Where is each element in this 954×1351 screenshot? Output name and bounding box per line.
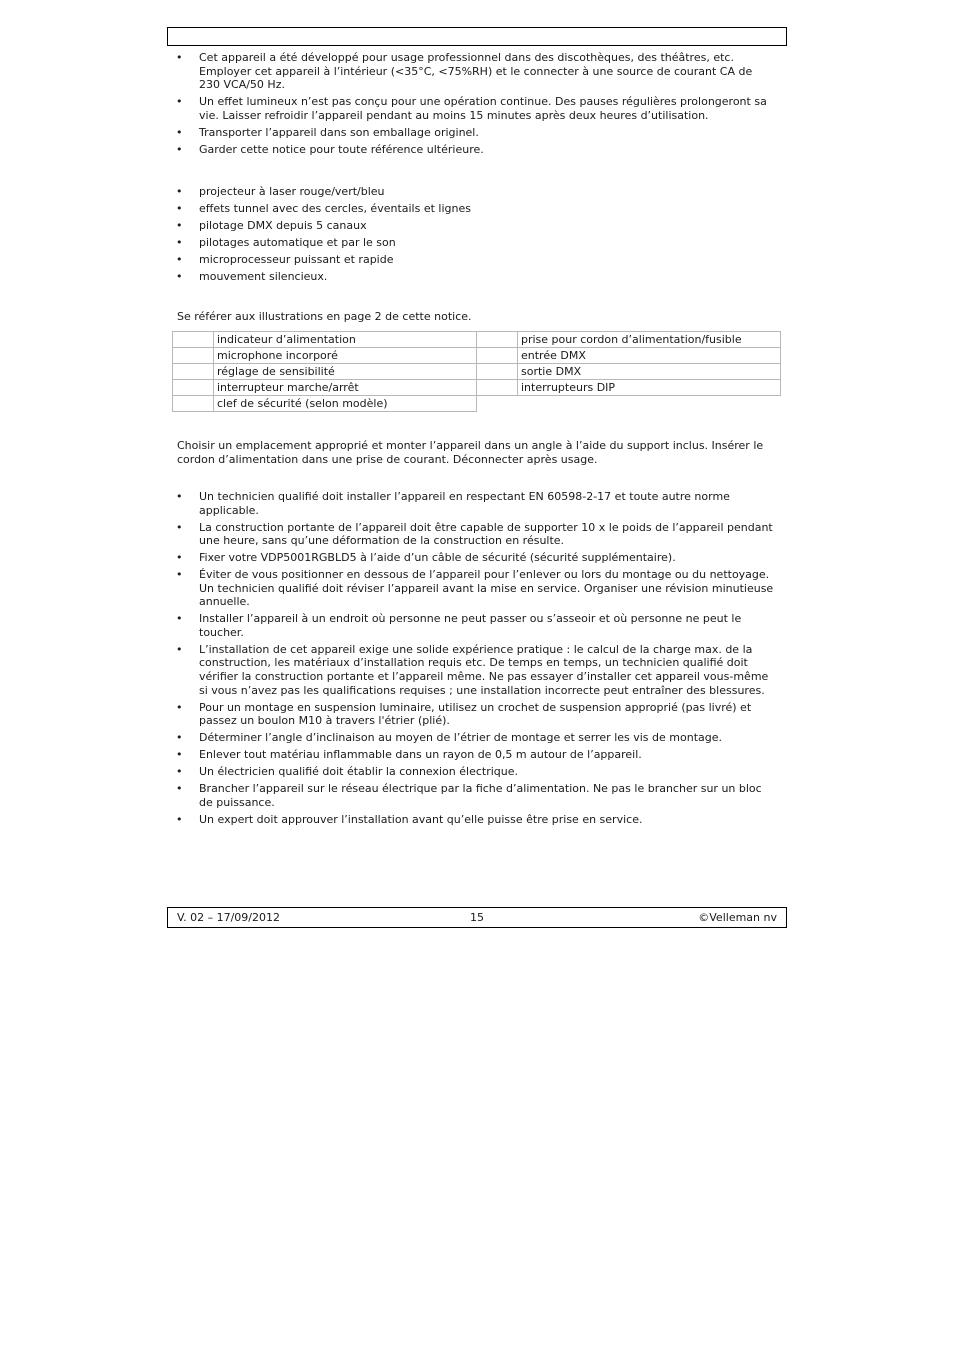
parts-number-cell (477, 364, 518, 380)
list-item: • Brancher l’appareil sur le réseau électrique par la fiche d’alimentation. Ne pas le brancher sur un bloc de puissance. (174, 782, 774, 809)
parts-number-cell (173, 380, 214, 396)
list-item: • effets tunnel avec des cercles, éventails et lignes (174, 202, 774, 216)
installation-bullet-list (174, 490, 774, 830)
table-row (173, 348, 781, 364)
parts-label-cell: interrupteur marche/arrêt (214, 380, 477, 396)
operation-text: Choisir un emplacement approprié et monter l’appareil dans un angle à l’aide du support inclus. Insérer le cordon d’alimentation dans une prise de courant. Déconnecter après usage. (177, 439, 764, 466)
table-row (173, 380, 781, 396)
intro-bullet-list (174, 51, 774, 160)
list-item: • La construction portante de l’appareil doit être capable de supporter 10 x le poids de l’appareil pendant une heure, sans qu’une déformation de la construction en résulte. (174, 521, 774, 548)
parts-number-cell (173, 396, 214, 412)
table-row (173, 332, 781, 348)
footer-page-number: 15 (470, 911, 484, 924)
list-item: • Un technicien qualifié doit installer l’appareil en respectant EN 60598-2-17 et toute autre norme applicable. (174, 490, 774, 517)
parts-number-cell (477, 332, 518, 348)
list-item: • Un électricien qualifié doit établir la connexion électrique. (174, 765, 774, 779)
page-header-box (167, 27, 787, 46)
list-item: • microprocesseur puissant et rapide (174, 253, 774, 267)
list-item: • Éviter de vous positionner en dessous de l’appareil pour l’enlever ou lors du montage ou du nettoyage. Un technicien qualifié doit réviser l’appareil avant la mise en service. Organiser une révision minutieuse annuelle. (174, 568, 774, 609)
list-item: • pilotage DMX depuis 5 canaux (174, 219, 774, 233)
parts-label-cell: clef de sécurité (selon modèle) (214, 396, 477, 412)
list-item: • projecteur à laser rouge/vert/bleu (174, 185, 774, 199)
parts-number-cell (477, 380, 518, 396)
list-item: • Enlever tout matériau inflammable dans un rayon de 0,5 m autour de l’appareil. (174, 748, 774, 762)
parts-number-cell (173, 332, 214, 348)
list-item: • Un expert doit approuver l’installation avant qu’elle puisse être prise en service. (174, 813, 774, 827)
list-item: • Fixer votre VDP5001RGBLD5 à l’aide d’un câble de sécurité (sécurité supplémentaire). (174, 551, 774, 565)
list-item: • Un effet lumineux n’est pas conçu pour une opération continue. Des pauses régulières prolongeront sa vie. Laisser refroidir l’appareil pendant au moins 15 minutes après deux heures d’utilisation. (174, 95, 774, 122)
parts-table (172, 331, 781, 412)
list-item: • Déterminer l’angle d’inclinaison au moyen de l’étrier de montage et serrer les vis de montage. (174, 731, 774, 745)
parts-label-cell: indicateur d’alimentation (214, 332, 477, 348)
parts-label-cell: réglage de sensibilité (214, 364, 477, 380)
list-item: • mouvement silencieux. (174, 270, 774, 284)
footer-version: V. 02 – 17/09/2012 (177, 911, 280, 924)
parts-number-cell (477, 348, 518, 364)
empty-cell (477, 396, 781, 412)
list-item: • Pour un montage en suspension luminaire, utilisez un crochet de suspension approprié (pas livré) et passez un boulon M10 à travers l'étrier (plié). (174, 701, 774, 728)
list-item: • Cet appareil a été développé pour usage professionnel dans des discothèques, des théâtres, etc. Employer cet appareil à l’intérieur (<35°C, <75%RH) et le connecter à une source de courant CA de 230 VCA/50 Hz. (174, 51, 774, 92)
parts-label-cell: interrupteurs DIP (518, 380, 781, 396)
parts-label-cell: prise pour cordon d’alimentation/fusible (518, 332, 781, 348)
list-item: • Transporter l’appareil dans son emballage originel. (174, 126, 774, 140)
footer-copyright: ©Velleman nv (698, 911, 777, 924)
table-row (173, 364, 781, 380)
overview-intro-text: Se référer aux illustrations en page 2 de cette notice. (177, 310, 472, 323)
list-item: • L’installation de cet appareil exige une solide expérience pratique : le calcul de la charge max. de la construction, les matériaux d’installation requis etc. De temps en temps, un technicien qualifié doit vérifier la construction portante et l’appareil même. Ne pas essayer d’installer cet appareil vous-même si vous n’avez pas les qualifications requises ; une installation incorrecte peut entraîner des blessures. (174, 643, 774, 697)
feature-bullet-list (174, 185, 774, 287)
parts-number-cell (173, 364, 214, 380)
list-item: • Installer l’appareil à un endroit où personne ne peut passer ou s’asseoir et où personne ne peut le toucher. (174, 612, 774, 639)
list-item: • pilotages automatique et par le son (174, 236, 774, 250)
table-row (173, 396, 781, 412)
parts-label-cell: microphone incorporé (214, 348, 477, 364)
parts-label-cell: entrée DMX (518, 348, 781, 364)
page-footer (167, 907, 787, 928)
parts-number-cell (173, 348, 214, 364)
parts-label-cell: sortie DMX (518, 364, 781, 380)
list-item: • Garder cette notice pour toute référence ultérieure. (174, 143, 774, 157)
